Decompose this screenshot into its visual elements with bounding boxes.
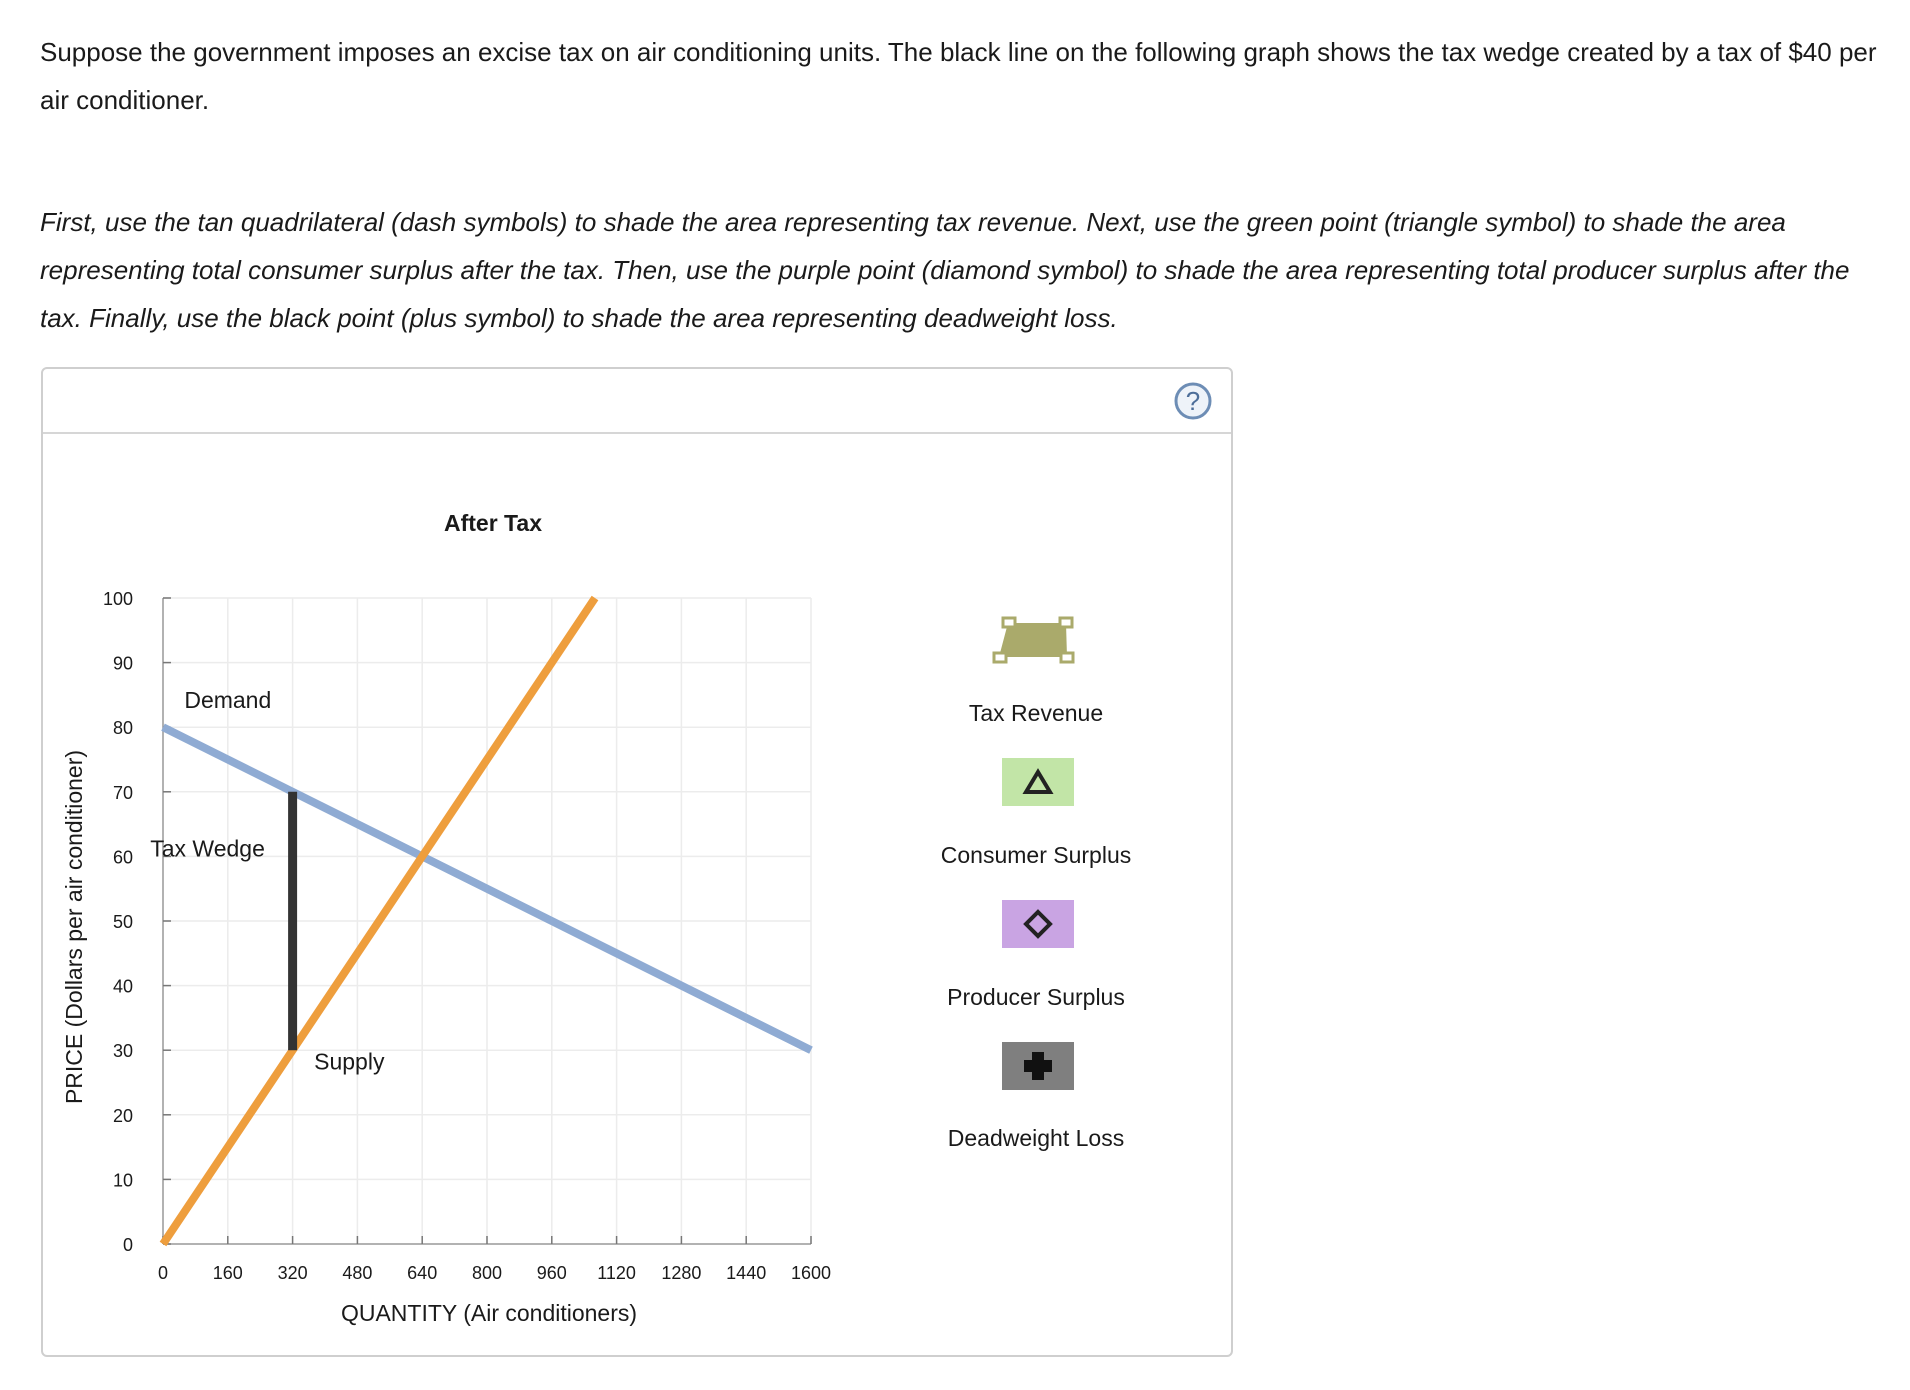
x-tick-label: 1280 (661, 1263, 702, 1283)
question-intro: Suppose the government imposes an excise tax on air conditioning units. The black line on the following graph shows the tax wedge created by a tax of $40 per air conditioner. (40, 37, 1877, 115)
plus-icon (1022, 1050, 1054, 1082)
y-tick-label: 40 (112, 976, 133, 997)
x-tick-label: 1440 (726, 1263, 767, 1283)
x-tick-label: 320 (277, 1263, 308, 1283)
y-tick-label: 80 (112, 718, 133, 739)
x-tick-label: 960 (536, 1263, 567, 1283)
y-tick-label: 20 (112, 1105, 133, 1126)
y-axis-label: PRICE (Dollars per air conditioner) (61, 749, 87, 1105)
y-tick-label: 10 (112, 1170, 133, 1191)
producer-surplus-tool[interactable] (1002, 900, 1074, 948)
x-tick-label: 1120 (597, 1263, 636, 1283)
tax-revenue-tool[interactable] (991, 613, 1083, 667)
tax-revenue-label: Tax Revenue (968, 700, 1104, 726)
x-tick-label: 160 (212, 1263, 243, 1283)
x-tick-label: 1600 (790, 1263, 832, 1283)
y-tick-label: 60 (112, 847, 133, 868)
supply-label: Supply (314, 1048, 385, 1075)
x-tick-label: 0 (157, 1263, 169, 1283)
x-tick-label: 640 (407, 1263, 438, 1283)
tax-wedge-label: Tax Wedge (150, 835, 265, 862)
question-instructions: First, use the tan quadrilateral (dash symbols) to shade the area representing tax revenue. Next, use the green point (triangle symbol) to shade the area representing total consumer surplus after the tax. Then, use the purple point (diamond symbol) to shade the area representing total producer surplus after the tax. Finally, use the black point (plus symbol) to shade the area representing deadweight loss. (40, 207, 1850, 333)
y-tick-label: 0 (122, 1235, 133, 1255)
y-tick-label: 100 (102, 589, 133, 609)
consumer-surplus-tool[interactable] (1002, 758, 1074, 806)
y-tick-label: 90 (112, 653, 133, 674)
producer-surplus-label: Producer Surplus (947, 984, 1125, 1010)
x-axis-label: QUANTITY (Air conditioners) (340, 1300, 638, 1326)
consumer-surplus-label: Consumer Surplus (940, 842, 1132, 868)
y-tick-label: 50 (112, 912, 133, 932)
triangle-icon (1022, 768, 1054, 796)
annotations (150, 687, 385, 1075)
deadweight-loss-label: Deadweight Loss (947, 1125, 1125, 1151)
dash-quadrilateral-icon (991, 613, 1083, 667)
diamond-icon (1022, 908, 1054, 940)
y-tick-label: 30 (112, 1041, 133, 1062)
chart-title: After Tax (444, 510, 542, 536)
x-tick-label: 800 (471, 1263, 503, 1283)
x-tick-label: 480 (342, 1263, 373, 1283)
y-tick-label: 70 (112, 782, 133, 803)
svg-text:?: ? (1185, 386, 1201, 416)
deadweight-loss-tool[interactable] (1002, 1042, 1074, 1090)
demand-label: Demand (184, 686, 272, 713)
